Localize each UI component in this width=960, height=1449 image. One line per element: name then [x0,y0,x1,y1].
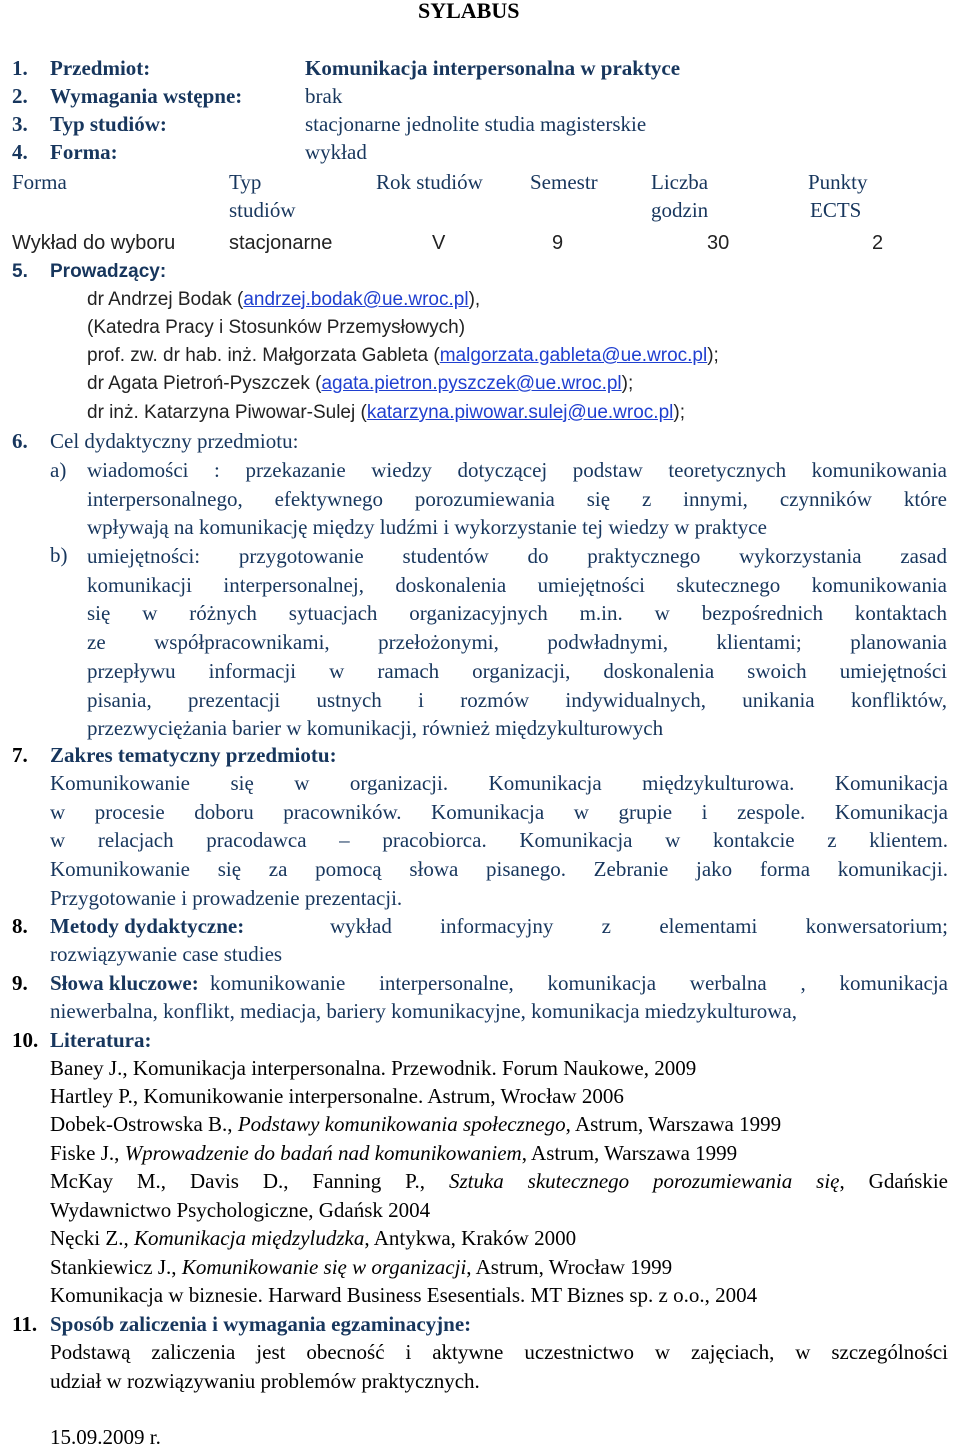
instructor-line: dr Agata Pietroń-Pyszczek (agata.pietron.pyszczek@ue.wroc.pl); [87,373,634,394]
email-link[interactable]: malgorzata.gableta@ue.wroc.pl [439,345,708,366]
reference-item: Nęcki Z., Komunikacja międzyludzka, Antykwa, Kraków 2000 [50,1226,577,1250]
item-value: wykład [305,140,367,164]
section-label: Literatura: [50,1028,152,1052]
header-forma: Forma [12,170,67,194]
methods-text-2: rozwiązywanie case studies [50,942,283,966]
cell-forma: Wykład do wyboru [12,232,176,254]
list-marker: b) [50,543,68,567]
header-typ-2: studiów [229,198,296,222]
page-title: SYLABUS [418,0,520,23]
item-number: 4. [12,140,28,164]
methods-text: wykład informacyjny z elementami konwersatorium; [330,914,948,938]
cell-punkty: 2 [872,232,884,254]
cell-rok: V [432,232,446,254]
header-semestr: Semestr [530,170,598,194]
section-label: Prowadzący: [50,261,167,282]
section-label: Słowa kluczowe: [50,971,199,995]
header-rok: Rok studiów [376,170,483,194]
document-date: 15.09.2009 r. [50,1425,161,1449]
reference-item: McKay M., Davis D., Fanning P., Sztuka skutecznego porozumiewania się, Gdańskie [50,1169,948,1193]
item-label: Wymagania wstępne: [50,84,243,108]
instructor-line: prof. zw. dr hab. inż. Małgorzata Gableta (malgorzata.gableta@ue.wroc.pl); [87,345,719,366]
instructor-line: dr Andrzej Bodak (andrzej.bodak@ue.wroc.pl), [87,289,481,310]
reference-item: Baney J., Komunikacja interpersonalna. Przewodnik. Forum Naukowe, 2009 [50,1056,697,1080]
item-label: Forma: [50,140,118,164]
reference-item: Stankiewicz J., Komunikowanie się w organizacji, Astrum, Wrocław 1999 [50,1255,673,1279]
item-value: brak [305,84,343,108]
section-label: Sposób zaliczenia i wymagania egzaminacyjne: [50,1312,472,1336]
header-liczba: Liczba [651,170,709,194]
assessment-text-2: udział w rozwiązywaniu problemów praktycznych. [50,1369,480,1393]
section-label: Metody dydaktyczne: [50,914,245,938]
header-punkty-2: ECTS [810,198,862,222]
cell-semestr: 9 [552,232,564,254]
item-number: 1. [12,56,28,80]
list-marker: a) [50,458,67,482]
item-label: Typ studiów: [50,112,167,136]
item-label: Przedmiot: [50,56,151,80]
section-number: 8. [12,914,28,938]
reference-item-cont: Wydawnictwo Psychologiczne, Gdańsk 2004 [50,1198,431,1222]
section-number: 9. [12,971,28,995]
section-label: Zakres tematyczny przedmiotu: [50,743,337,767]
header-liczba-2: godzin [651,198,709,222]
email-link[interactable]: katarzyna.piwowar.sulej@ue.wroc.pl [366,402,674,423]
keywords-text-2: niewerbalna, konflikt, mediacja, bariery komunikacyjne, komunikacja miedzykulturowa, [50,999,797,1023]
cell-typ: stacjonarne [229,232,333,254]
department-line: (Katedra Pracy i Stosunków Przemysłowych) [87,317,466,338]
reference-item: Dobek-Ostrowska B., Podstawy komunikowania społecznego, Astrum, Warszawa 1999 [50,1112,782,1136]
goal-a-text: wiadomości : przekazanie wiedzy dotyczącej podstaw teoretycznych komunikowania interpersonalnego, efektywnego porozumiewania się z innymi, czynników które wpływają na komunikację między ludźmi i wykorzystanie tej wiedzy w praktyce umiejętności: przygotowanie studentów do praktycznego wykorzystania zasad komunikacji interpersonalnej, doskonalenia umiejętności skutecznego komunikowania się w różnych sytuacjach organizacyjnych m.in. w bezpośrednich kontaktach ze współpracownikami, przełożonymi, podwładnymi, klientami; planowania przepływu informacji w ramach organizacji, doskonalenia swoich umiejętności pisania, prezentacji ustnych i rozmów indywidualnych, unikania konfliktów, przezwyciężania barier w komunikacji, również międzykulturowych [87,458,947,741]
reference-item: Fiske J., Wprowadzenie do badań nad komunikowaniem, Astrum, Warszawa 1999 [50,1141,738,1165]
email-link[interactable]: agata.pietron.pyszczek@ue.wroc.pl [321,373,622,394]
header-punkty: Punkty [808,170,868,194]
section-number: 7. [12,743,28,767]
cell-liczba: 30 [707,232,730,254]
assessment-text: Podstawą zaliczenia jest obecność i aktywne uczestnictwo w zajęciach, w szczególności [50,1340,948,1364]
item-value: stacjonarne jednolite studia magisterskie [305,112,647,136]
email-link[interactable]: andrzej.bodak@ue.wroc.pl [243,289,469,310]
section-label: Cel dydaktyczny przedmiotu: [50,429,299,453]
instructor-line: dr inż. Katarzyna Piwowar-Sulej (katarzyna.piwowar.sulej@ue.wroc.pl); [87,402,685,423]
reference-item: Komunikacja w biznesie. Harward Business Esesentials. MT Biznes sp. z o.o., 2004 [50,1283,758,1307]
item-value: Komunikacja interpersonalna w praktyce [305,56,681,80]
section-number: 5. [12,261,28,282]
reference-item: Hartley P., Komunikowanie interpersonalne. Astrum, Wrocław 2006 [50,1084,624,1108]
header-typ: Typ [229,170,262,194]
keywords-text: komunikowanie interpersonalne, komunikacja werbalna , komunikacja [210,971,948,995]
section-number: 11. [12,1312,38,1336]
item-number: 2. [12,84,28,108]
section-number: 6. [12,429,28,453]
item-number: 3. [12,112,28,136]
section-number: 10. [12,1028,39,1052]
topics-text: Komunikowanie się w organizacji. Komunikacja międzykulturowa. Komunikacja w procesie doboru pracowników. Komunikacja w grupie i zespole. Komunikacja w relacjach pracodawca – pracobiorca. Komunikacja w kontakcie z klientem. Komunikowanie się za pomocą słowa pisanego. Zebranie jako forma komunikacji. Przygotowanie i prowadzenie prezentacji. [50,771,948,910]
